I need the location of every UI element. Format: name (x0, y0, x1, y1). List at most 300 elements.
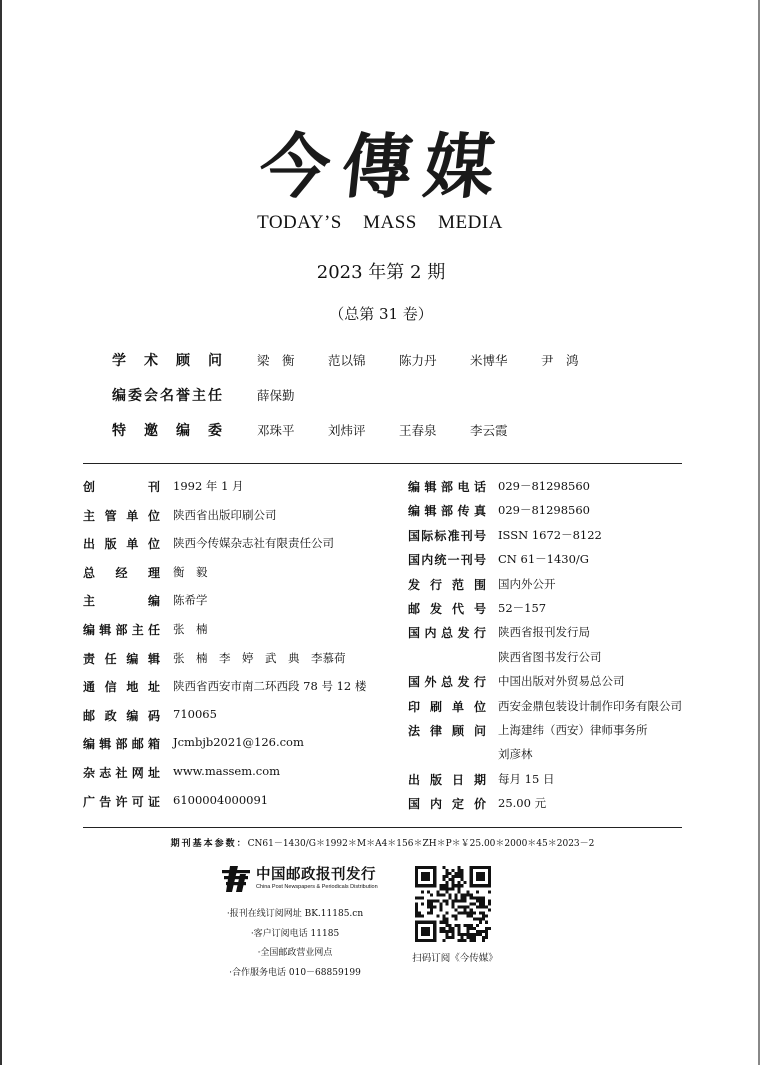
info-row (408, 647, 688, 671)
info-label: 国外总发行 (408, 675, 486, 690)
qr-module (442, 884, 445, 887)
info-value: 陕西今传媒杂志社有限责任公司 (173, 536, 334, 551)
qr-module (445, 899, 448, 902)
qr-module (442, 915, 445, 918)
info-label: 创刊 (83, 480, 160, 494)
qr-module (448, 927, 451, 930)
info-label: 印刷单位 (408, 699, 486, 714)
committee-label: 学术顾问 (112, 353, 222, 369)
qr-module (445, 887, 448, 890)
qr-module (473, 939, 476, 942)
qr-module (451, 930, 454, 933)
qr-module (439, 884, 442, 887)
qr-module (467, 930, 470, 933)
qr-module (467, 927, 470, 930)
info-value: Jcmbjb2021@126.com (173, 735, 304, 750)
qr-module (461, 939, 464, 942)
qr-module (430, 912, 433, 915)
info-label: 总经理 (83, 565, 160, 580)
qr-module (461, 906, 464, 909)
journal-parameters-label: 期刊基本参数： (170, 839, 248, 849)
qr-module (451, 927, 454, 930)
subscription-info (180, 906, 410, 984)
qr-module (479, 918, 482, 921)
qr-module (458, 869, 461, 872)
info-row (408, 549, 688, 573)
qr-module (479, 902, 482, 905)
qr-module (458, 866, 461, 869)
info-row (408, 622, 688, 646)
info-value: 陕西省图书发行公司 (498, 649, 602, 664)
qr-module (470, 936, 473, 939)
qr-module (455, 918, 458, 921)
qr-module (482, 918, 485, 921)
qr-module (430, 906, 433, 909)
qr-module (464, 924, 467, 927)
info-label: 广告许可证 (83, 794, 160, 809)
qr-module (485, 921, 488, 924)
qr-module (470, 939, 473, 942)
qr-module (448, 878, 451, 881)
info-label: 通信地址 (83, 680, 160, 695)
info-row (83, 590, 403, 619)
qr-module (458, 875, 461, 878)
qr-module (451, 884, 454, 887)
qr-module (476, 890, 479, 893)
qr-module (479, 896, 482, 899)
qr-module (418, 896, 421, 899)
qr-module (415, 902, 418, 905)
qr-module (476, 896, 479, 899)
qr-module (451, 875, 454, 878)
qr-module (448, 872, 451, 875)
qr-module (458, 881, 461, 884)
info-value: 张 楠 李 婷 武 典 李慕荷 (173, 650, 346, 665)
qr-module (467, 915, 470, 918)
committee-member: 李云霞 (470, 423, 508, 438)
qr-module (451, 869, 454, 872)
qr-module (455, 896, 458, 899)
qr-module (473, 902, 476, 905)
info-value: 710065 (173, 706, 217, 721)
info-row (83, 648, 403, 677)
qr-module (461, 872, 464, 875)
qr-module (461, 875, 464, 878)
qr-module (439, 902, 442, 905)
qr-module (461, 884, 464, 887)
qr-module (476, 933, 479, 936)
qr-module (485, 930, 488, 933)
committee-member: 薛保勤 (257, 388, 295, 403)
info-row (408, 525, 688, 549)
qr-module (439, 930, 442, 933)
china-post-subtitle: China Post Newspapers & Periodicals Distribution (256, 884, 378, 890)
info-value: 1992 年 1 月 (173, 479, 244, 493)
qr-module (479, 921, 482, 924)
qr-module (458, 906, 461, 909)
qr-module (458, 933, 461, 936)
info-label: 出版日期 (408, 772, 486, 787)
committee-label: 编委会名誉主任 (112, 388, 222, 404)
qr-module (488, 902, 491, 905)
info-row (83, 533, 403, 562)
english-title: TODAY’S MASS MEDIA (257, 212, 503, 233)
info-value: ISSN 1672－8122 (498, 527, 602, 542)
info-row (83, 762, 403, 791)
qr-module (442, 927, 445, 930)
qr-module (476, 906, 479, 909)
qr-module (415, 906, 418, 909)
committee-member: 邓珠平 (257, 423, 295, 438)
qr-module (430, 909, 433, 912)
qr-module (445, 875, 448, 878)
info-value: CN 61－1430/G (498, 552, 589, 567)
committee-member: 刘炜评 (328, 423, 366, 438)
info-row (408, 500, 688, 524)
qr-module (458, 927, 461, 930)
committee-member: 梁 衡 (257, 353, 295, 368)
issue-number: 2023 年第 2 期 (316, 262, 446, 283)
qr-module (488, 899, 491, 902)
committee-member: 范以锦 (328, 353, 366, 368)
committee-member: 王春泉 (399, 423, 437, 438)
info-value: 6100004000091 (173, 792, 269, 807)
qr-module (458, 930, 461, 933)
qr-finder-core (421, 927, 430, 936)
qr-module (488, 927, 491, 930)
info-label: 编辑部传真 (408, 504, 486, 519)
info-label: 法律顾问 (408, 723, 486, 738)
qr-module (455, 909, 458, 912)
qr-module (421, 902, 424, 905)
qr-module (473, 918, 476, 921)
subscription-line: ·客户订阅电话 11185 (250, 928, 340, 939)
qr-module (442, 893, 445, 896)
qr-module (464, 939, 467, 942)
qr-module (445, 921, 448, 924)
qr-module (479, 930, 482, 933)
qr-module (458, 939, 461, 942)
qr-module (451, 887, 454, 890)
qr-module (439, 893, 442, 896)
qr-module (461, 899, 464, 902)
qr-module (445, 890, 448, 893)
qr-module (442, 921, 445, 924)
qr-module (448, 887, 451, 890)
info-label: 邮政编码 (83, 708, 160, 723)
qr-module (467, 933, 470, 936)
qr-module (482, 912, 485, 915)
qr-module (455, 899, 458, 902)
qr-module (445, 872, 448, 875)
info-row (83, 476, 403, 505)
qr-module (482, 902, 485, 905)
qr-module (445, 884, 448, 887)
qr-module (427, 890, 430, 893)
info-row (408, 476, 688, 500)
qr-module (445, 930, 448, 933)
qr-module (442, 875, 445, 878)
subscription-line: ·报刊在线订阅网址 BK.11185.cn (226, 909, 364, 919)
qr-module (442, 878, 445, 881)
qr-module (467, 890, 470, 893)
info-value: 52－157 (498, 600, 547, 615)
committee-names (257, 386, 328, 404)
qr-module (482, 915, 485, 918)
qr-module (473, 936, 476, 939)
qr-module (458, 890, 461, 893)
qr-module (451, 902, 454, 905)
qr-module (461, 869, 464, 872)
qr-module (427, 902, 430, 905)
masthead-logo (208, 126, 558, 208)
info-row (83, 733, 403, 762)
qr-module (418, 912, 421, 915)
qr-module (485, 906, 488, 909)
qr-module (458, 887, 461, 890)
qr-module (427, 906, 430, 909)
qr-module (470, 915, 473, 918)
qr-module (482, 899, 485, 902)
qr-module (451, 881, 454, 884)
info-row (408, 793, 688, 817)
qr-module (470, 893, 473, 896)
qr-module (448, 893, 451, 896)
info-label: 杂志社网址 (83, 765, 160, 780)
qr-module (467, 893, 470, 896)
qr-module (464, 912, 467, 915)
info-label: 发行范围 (408, 577, 486, 592)
qr-module (476, 924, 479, 927)
info-label: 主管单位 (83, 508, 160, 523)
committee-row-advisors (112, 350, 672, 385)
qr-module (488, 890, 491, 893)
qr-module (455, 872, 458, 875)
info-row (83, 505, 403, 534)
qr-module (433, 906, 436, 909)
info-label: 国际标准刊号 (408, 528, 486, 543)
qr-module (473, 912, 476, 915)
qr-module (436, 915, 439, 918)
qr-module (473, 927, 476, 930)
committee-row-honorary-director (112, 385, 672, 420)
info-row (83, 705, 403, 734)
qr-module (464, 909, 467, 912)
qr-module (451, 899, 454, 902)
qr-module (421, 915, 424, 918)
qr-module (464, 896, 467, 899)
qr-module (470, 909, 473, 912)
qr-code[interactable] (415, 866, 491, 942)
qr-module (430, 893, 433, 896)
qr-module (470, 924, 473, 927)
qr-module (479, 933, 482, 936)
qr-module (458, 884, 461, 887)
qr-module (467, 912, 470, 915)
info-value: 每月 15 日 (498, 771, 555, 786)
qr-module (458, 924, 461, 927)
info-label: 国内定价 (408, 797, 486, 812)
qr-module (476, 899, 479, 902)
info-row (408, 744, 688, 768)
qr-module (439, 887, 442, 890)
qr-module (427, 912, 430, 915)
qr-module (445, 869, 448, 872)
qr-module (464, 906, 467, 909)
qr-module (455, 893, 458, 896)
qr-module (467, 924, 470, 927)
qr-module (464, 893, 467, 896)
qr-module (473, 896, 476, 899)
qr-module (464, 881, 467, 884)
qr-module (461, 933, 464, 936)
info-row (83, 619, 403, 648)
journal-parameters-value: CN61－1430/G＊1992＊M＊A4＊156＊ZH＊P＊￥25.00＊2000＊45＊2023－2 (247, 839, 595, 849)
qr-module (445, 933, 448, 936)
qr-module (470, 902, 473, 905)
info-row (408, 574, 688, 598)
info-value: 029－81298560 (498, 503, 590, 518)
info-value: 029－81298560 (498, 479, 590, 493)
qr-module (439, 909, 442, 912)
qr-module (458, 872, 461, 875)
qr-module (470, 912, 473, 915)
info-value: 陕西省西安市南二环西段 78 号 12 楼 (173, 679, 367, 694)
info-row (83, 676, 403, 705)
info-label: 国内统一刊号 (408, 553, 486, 568)
info-label: 编辑部主任 (83, 622, 160, 637)
bottom-divider (83, 827, 682, 828)
china-post-logo (220, 862, 380, 896)
qr-module (421, 896, 424, 899)
publication-info-left (83, 476, 403, 819)
subscription-line: ·全国邮政营业网点 (257, 948, 333, 958)
qr-module (451, 878, 454, 881)
journal-parameters (83, 836, 682, 849)
info-value: 国内外公开 (498, 576, 556, 591)
qr-module (418, 915, 421, 918)
qr-module (455, 924, 458, 927)
qr-module (415, 909, 418, 912)
qr-finder-core (476, 872, 485, 881)
qr-module (482, 930, 485, 933)
info-row (408, 671, 688, 695)
qr-module (464, 899, 467, 902)
page-right-border (758, 0, 760, 1065)
qr-module (470, 933, 473, 936)
qr-module (415, 912, 418, 915)
info-label: 出版单位 (83, 537, 160, 552)
qr-module (482, 936, 485, 939)
qr-module (455, 875, 458, 878)
committee-member: 米博华 (470, 353, 508, 368)
qr-module (482, 896, 485, 899)
qr-module (485, 915, 488, 918)
qr-module (461, 878, 464, 881)
info-row (408, 720, 688, 744)
info-row (83, 562, 403, 591)
qr-module (436, 899, 439, 902)
info-value: 上海建纬（西安）律师事务所 (498, 722, 648, 737)
info-value: 刘彦林 (498, 747, 533, 762)
qr-module (467, 906, 470, 909)
qr-module (448, 924, 451, 927)
qr-module (415, 915, 418, 918)
info-value: 中国出版对外贸易总公司 (498, 674, 625, 689)
qr-module (442, 939, 445, 942)
info-value: 陕西省出版印刷公司 (173, 507, 277, 522)
qr-module (442, 918, 445, 921)
publication-info-right (408, 476, 688, 817)
qr-finder-core (421, 872, 430, 881)
info-label: 邮发代号 (408, 601, 486, 616)
info-value: 25.00 元 (498, 796, 547, 811)
page-left-border (0, 0, 2, 1065)
committee-section (112, 350, 672, 455)
info-row (408, 769, 688, 793)
qr-module (442, 887, 445, 890)
qr-module (461, 893, 464, 896)
info-label: 编辑部邮箱 (83, 737, 160, 752)
qr-module (482, 939, 485, 942)
qr-module (476, 930, 479, 933)
qr-module (455, 915, 458, 918)
info-row (83, 791, 403, 820)
qr-module (415, 896, 418, 899)
info-label: 责任编辑 (83, 651, 160, 666)
qr-module (445, 912, 448, 915)
qr-module (433, 899, 436, 902)
qr-module (476, 918, 479, 921)
qr-module (445, 902, 448, 905)
committee-label: 特邀编委 (112, 423, 222, 439)
qr-module (439, 906, 442, 909)
subscription-line: ·合作服务电话 010－68859199 (229, 967, 361, 978)
qr-module (479, 912, 482, 915)
qr-module (436, 893, 439, 896)
info-value: 衡 毅 (173, 564, 208, 579)
qr-module (479, 906, 482, 909)
info-label: 主编 (83, 594, 160, 609)
committee-member: 尹 鸿 (541, 353, 579, 368)
qr-module (461, 936, 464, 939)
qr-module (479, 899, 482, 902)
qr-module (430, 902, 433, 905)
qr-module (439, 927, 442, 930)
qr-module (461, 912, 464, 915)
committee-member: 陈力丹 (399, 353, 437, 368)
qr-module (451, 915, 454, 918)
committee-row-special-editors (112, 420, 672, 455)
qr-module (445, 936, 448, 939)
qr-module (442, 866, 445, 869)
china-post-name: 中国邮政报刊发行 (256, 867, 376, 883)
qr-module (448, 896, 451, 899)
volume-number: （总第 31 卷） (329, 305, 433, 323)
committee-names (257, 351, 612, 369)
qr-module (485, 933, 488, 936)
qr-module (458, 912, 461, 915)
info-value: 张 楠 (173, 621, 208, 636)
qr-module (482, 906, 485, 909)
qr-module (488, 909, 491, 912)
top-divider (83, 463, 682, 464)
qr-module (467, 936, 470, 939)
qr-module (451, 933, 454, 936)
info-label: 编辑部电话 (408, 480, 486, 494)
qr-module (430, 899, 433, 902)
qr-module (445, 881, 448, 884)
